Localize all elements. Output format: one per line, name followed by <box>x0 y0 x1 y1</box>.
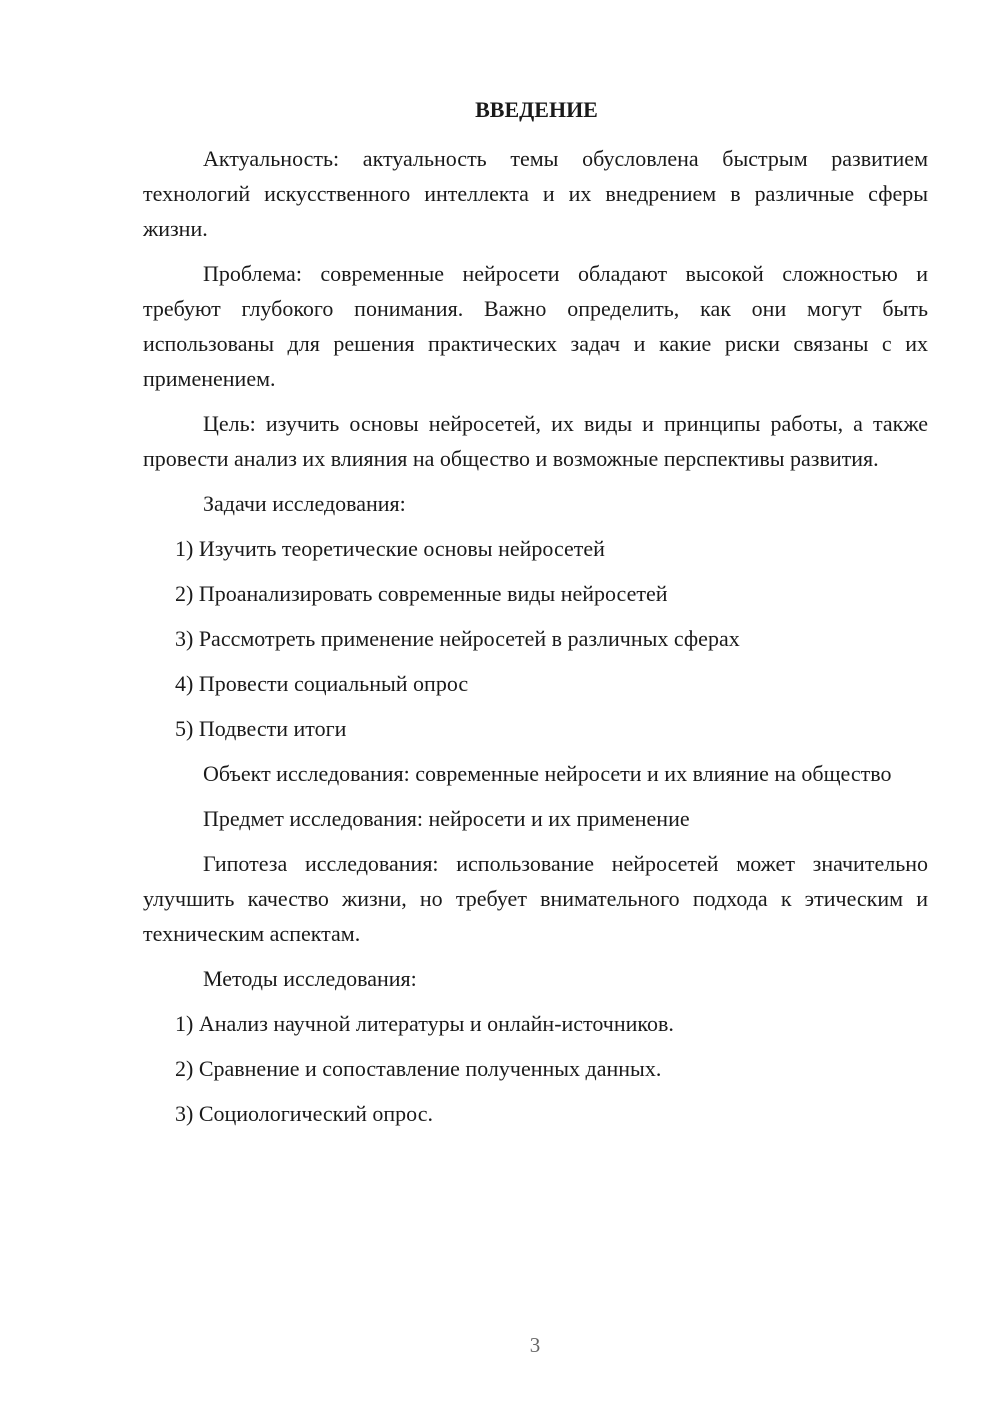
document-body <box>143 92 928 1141</box>
methods-heading: Методы исследования: <box>203 966 417 991</box>
object-paragraph: Объект исследования: современные нейросети и их влияние на общество <box>203 761 892 786</box>
page-number: 3 <box>529 1333 541 1357</box>
task-item: 4) Провести социальный опрос <box>175 671 469 696</box>
tasks-heading: Задачи исследования: <box>203 491 406 516</box>
task-item: 2) Проанализировать современные виды нейросетей <box>175 581 668 606</box>
hypothesis-paragraph: Гипотеза исследования: использование нейросетей может значительно улучшить качество жизни, но требует внимательного подхода к этическим и техническим аспектам. <box>143 851 928 946</box>
subject-paragraph: Предмет исследования: нейросети и их применение <box>203 806 690 831</box>
method-item: 2) Сравнение и сопоставление полученных данных. <box>175 1056 662 1081</box>
problem-paragraph: Проблема: современные нейросети обладают высокой сложностью и требуют глубокого понимания. Важно определить, как они могут быть использованы для решения практических задач и какие риски связаны с их применением. <box>143 261 928 391</box>
goal-paragraph: Цель: изучить основы нейросетей, их виды и принципы работы, а также провести анализ их влияния на общество и возможные перспективы развития. <box>143 411 928 471</box>
relevance-paragraph: Актуальность: актуальность темы обусловлена быстрым развитием технологий искусственного интеллекта и их внедрением в различные сферы жизни. <box>143 146 928 241</box>
method-item: 3) Социологический опрос. <box>175 1101 433 1126</box>
section-title: ВВЕДЕНИЕ <box>475 97 598 122</box>
task-item: 3) Рассмотреть применение нейросетей в различных сферах <box>175 626 740 651</box>
method-item: 1) Анализ научной литературы и онлайн-источников. <box>175 1011 674 1036</box>
task-item: 1) Изучить теоретические основы нейросетей <box>175 536 605 561</box>
task-item: 5) Подвести итоги <box>175 716 347 741</box>
